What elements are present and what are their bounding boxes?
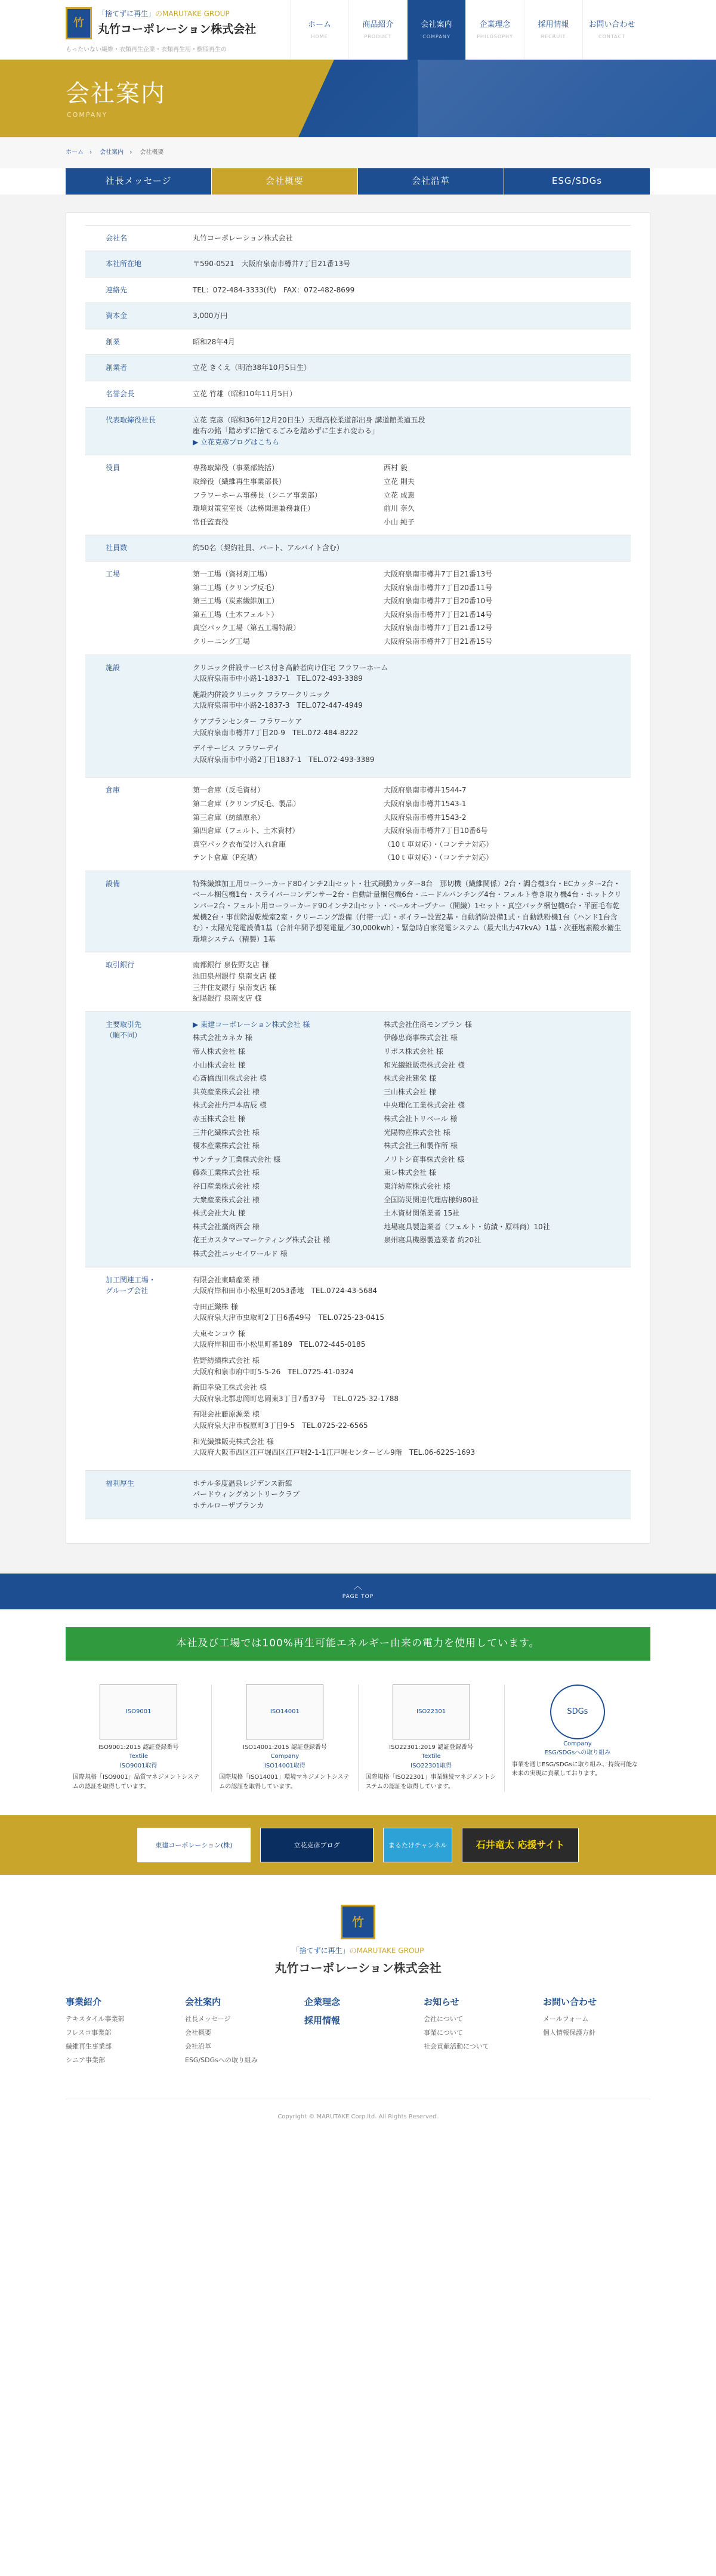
cert-iso9001: ISO9001 ISO9001:2015 認証登録番号 Textile ISO9001取得 国際規格「ISO9001」品質マネジメントシステムの認証を取得しています。: [66, 1685, 212, 1792]
nav-contact[interactable]: お問い合わせ CONTACT: [582, 0, 641, 60]
page-title-en: COMPANY: [67, 111, 108, 119]
site-footer: [0, 1875, 716, 2140]
nav-philosophy[interactable]: 企業理念 PHILOSOPHY: [465, 0, 524, 60]
cert-link[interactable]: ESG/SDGsへの取り組み: [544, 1750, 611, 1757]
partner-banners: [0, 1815, 716, 1875]
footer-link[interactable]: メールフォーム: [543, 2014, 589, 2023]
tab-esg[interactable]: ESG/SDGs: [504, 168, 650, 195]
chevron-up-icon: ︿: [353, 1581, 363, 1591]
footer-nav: 事業紹介 テキスタイル事業部 フレスコ事業部 繊維再生事業部 シニア事業部 会社案内 社長メッセージ 会社概要 会社沿革 ESG/SDGsへの取り組み 企業理念 採用情報 お知らせ 会社について 事業について 社会貢献活動について お問い合わせ メールフォーム 個人情報保護方針: [66, 1995, 650, 2069]
table-row: 施設 クリニック併設サービス付き高齢者向け住宅 フラワーホーム 大阪府泉南市中小路1-1837-1 TEL.072-493-3389 施設内併設クリニック フラワークリニック 大阪府泉南市中小路2-1837-3 TEL.072-447-4949 ケアプランセンター フラワーケア 大阪府泉南市樽井7丁目20-9 TEL.072-484-8222 デイサービス フラワーデイ 大阪府泉南市中小路2丁目1837-1 TEL.072-493-3389: [85, 655, 631, 778]
iso22301-badge-icon: ISO22301: [393, 1685, 470, 1739]
iso9001-badge-icon: ISO9001: [100, 1685, 177, 1739]
table-row: 創業者 立花 きくえ（明治38年10月5日生）: [85, 355, 631, 381]
nav-home[interactable]: ホーム HOME: [290, 0, 348, 60]
table-row: 代表取締役社長 立花 克彦（昭和36年12月20日生）天理高校柔道部出身 講道館柔道五段 座右の銘「踏めずに捨てるごみを踏めずに生まれ変わる」 ▶ 立花克彦ブログはこちら: [85, 407, 631, 455]
overview-section: [0, 195, 716, 1574]
global-nav: [290, 0, 641, 60]
footer-link[interactable]: ESG/SDGsへの取り組み: [185, 2056, 258, 2065]
table-row: 工場 第一工場（資材剤工場） 大阪府泉南市樽井7丁目21番13号 第二工場（クリンプ反毛） 大阪府泉南市樽井7丁目20番11号 第三工場（炭素繊維加工） 大阪府泉南市樽井7丁目20番10号 第五工場（土木フェルト） 大阪府泉南市樽井7丁目21番14号 真空パック工場（第五工場特設） 大阪府泉南市樽井7丁目21番12号 クリーニング工場 大阪府泉南市樽井7丁目21番15号: [85, 562, 631, 655]
clients-list: ▶ 東建コーポレーション株式会社 様 株式会社住商モンブラン 様 株式会社カネカ 様 伊藤忠商事株式会社 様 帝人株式会社 様 リポス株式会社 様 小山株式会社 様 和光繊維販売株式会社 様 心斎橋西川株式会社 様 株式会社建栄 様 共英産業株式会社 様 三山株式会社 様 株式会社丹戸本店辰 様 中央理化工業株式会社 様 赤玉株式会社 様 株式会社トリベール 様 三井化繊株式会社 様 光陽物産株式会社 様 榎本産業株式会社 様 株式会社三和製作所 様 サンテック工業株式会社 様 ノリトシ商事株式会社 様 藤森工業株式会社 様 東レ株式会社 様 谷口産業株式会社 様 東洋紡産株式会社 様 大衆産業株式会社 様 全国防災関連代理店様約80社 株式会社大丸 様 土木資材関係業者 15社 株式会社藁商西会 様 地場寝具製造業者（フェルト・紡績・原料商）10社 花王カスタマーマーケティング株式会社 様 泉州寝具機器製造業者 約20社 株式会社ニッセイワールド 様: [193, 1020, 550, 1258]
banner-support-site[interactable]: 石井竜太 応援サイト: [462, 1828, 579, 1862]
logo-mark-icon: 竹: [66, 7, 92, 39]
table-row: 倉庫 第一倉庫（反毛資材） 大阪府泉南市樽井1544-7 第二倉庫（クリンプ反毛、製品） 大阪府泉南市樽井1543-1 第三倉庫（紡績原糸） 大阪府泉南市樽井1543-2 第四倉庫（フェルト、土木資材） 大阪府泉南市樽井7丁目10番6号 真空パック衣布受け入れ倉庫 （10ｔ車対応）・（コンテナ対応） テント倉庫（P充填） （10ｔ車対応）・（コンテナ対応）: [85, 778, 631, 871]
copyright: Copyright © MARUTAKE Corp.ltd. All Rights Reserved.: [66, 2099, 650, 2122]
logo[interactable]: [66, 7, 256, 39]
banner-blog[interactable]: 立花克彦ブログ: [260, 1828, 374, 1862]
client-link-toto[interactable]: ▶ 東建コーポレーション株式会社 様: [193, 1020, 310, 1029]
cert-sdgs: SDGs Company ESG/SDGsへの取り組み 事業を通じESG/SDGsに取り組み、持続可能な未来の実現に貢献しております。: [505, 1685, 650, 1792]
table-row: 会社名 丸竹コーポレーション株式会社: [85, 225, 631, 251]
overview-sheet: [66, 212, 650, 1544]
breadcrumb-current: 会社概要: [140, 149, 164, 156]
table-row: 主要取引先 （順不同） ▶ 東建コーポレーション株式会社 様 株式会社住商モンブラン 様 株式会社カネカ 様 伊藤忠商事株式会社 様 帝人株式会社 様 リポス株式会社 様 小山株式会社 様 和光繊維販売株式会社 様 心斎橋西川株式会社 様 株式会社建栄 様 共英産業株式会社 様 三山株式会社 様 株式会社丹戸本店辰 様 中央理化工業株式会社 様 赤玉株式会社 様 株式会社トリベール 様 三井化繊株式会社 様 光陽物産株式会社 様 榎本産業株式会社 様 株式会社三和製作所 様 サンテック工業株式会社 様 ノリトシ商事株式会社 様 藤森工業株式会社 様 東レ株式会社 様 谷口産業株式会社 様 東洋紡産株式会社 様 大衆産業株式会社 様 全国防災関連代理店様約80社 株式会社大丸 様 土木資材関係業者 15社 株式会社藁商西会 様 地場寝具製造業者（フェルト・紡績・原料商）10社 花王カスタマーマーケティング株式会社 様 泉州寝具機器製造業者 約20社 株式会社ニッセイワールド 様: [85, 1011, 631, 1267]
nav-company[interactable]: 会社案内 COMPANY: [407, 0, 465, 60]
table-row: 福利厚生 ホテル多度温泉レジデンス新館 パードウィングカントリークラブ ホテルローザブランカ: [85, 1470, 631, 1519]
renewable-energy-banner: 本社及び工場では100%再生可能エネルギー由来の電力を使用しています。: [66, 1627, 650, 1661]
footer-link[interactable]: シニア事業部: [66, 2056, 105, 2065]
company-name: 丸竹コーポレーション株式会社: [98, 22, 257, 36]
breadcrumb: ホーム › 会社案内 › 会社概要: [0, 137, 716, 168]
hero-banner: [0, 60, 716, 137]
footer-tagline: 「捨てずに再生」のMARUTAKE GROUP: [292, 1946, 424, 1955]
footer-logo-icon[interactable]: 竹: [341, 1905, 375, 1939]
site-header: [0, 0, 716, 60]
footer-link[interactable]: 会社沿革: [185, 2043, 211, 2051]
table-row: 社員数 約50名（契約社員、パート、アルバイト含む）: [85, 535, 631, 562]
breadcrumb-company[interactable]: 会社案内: [100, 149, 124, 156]
table-row: 連絡先 TEL：072-484-3333(代) FAX：072-482-8699: [85, 277, 631, 303]
footer-link[interactable]: 事業について: [424, 2028, 463, 2037]
logo-tagline: 「捨てずに再生」のMARUTAKE GROUP: [98, 9, 230, 18]
table-row: 資本金 3,000万円: [85, 303, 631, 329]
tab-overview[interactable]: 会社概要: [212, 168, 358, 195]
warehouses-list: 第一倉庫（反毛資材） 大阪府泉南市樽井1544-7 第二倉庫（クリンプ反毛、製品） 大阪府泉南市樽井1543-1 第三倉庫（紡績原糸） 大阪府泉南市樽井1543-2 第四倉庫（フェルト、土木資材） 大阪府泉南市樽井7丁目10番6号 真空パック衣布受け入れ倉庫 （10ｔ車対応）・（コンテナ対応） テント倉庫（P充填） （10ｔ車対応）・（コンテナ対応）: [193, 786, 493, 862]
table-row: 役員 専務取締役（事業部統括） 西村 毅 取締役（繊維再生事業部長） 立花 則夫 フラワーホーム事務長（シニア事業部） 立花 成恵 環境対策室室長（法務関連兼務兼任） 前川 奈久 常任監査役 小山 純子: [85, 455, 631, 535]
cert-iso22301: ISO22301 ISO22301:2019 認証登録番号 Textile ISO22301取得 国際規格「ISO22301」事業継続マネジメントシステムの認証を取得しています。: [359, 1685, 505, 1792]
cert-link[interactable]: ISO9001取得: [119, 1762, 158, 1769]
footer-link[interactable]: 繊維再生事業部: [66, 2043, 112, 2051]
company-tabs: [66, 168, 650, 195]
tab-history[interactable]: 会社沿革: [358, 168, 504, 195]
certifications: [66, 1685, 650, 1792]
page-title: 会社案内: [66, 80, 166, 107]
tab-message[interactable]: 社長メッセージ: [66, 168, 212, 195]
banner-toto[interactable]: 東建コーポレーション(株): [137, 1828, 251, 1862]
header-subtagline: もったいない繊維・衣類再生企業・衣類再生用・樹脂再生の: [66, 47, 227, 53]
footer-link[interactable]: テキスタイル事業部: [66, 2014, 125, 2023]
cert-iso14001: ISO14001 ISO14001:2015 認証登録番号 Company ISO14001取得 国際規格「ISO14001」環境マネジメントシステムの認証を取得しています。: [212, 1685, 358, 1792]
table-row: 加工関連工場・ グループ会社 有限会社東晴産業 様 大阪府岸和田市小松里町2053番地 TEL.0724-43-5684 寺田正織株 様 大阪府泉大津市虫取町2丁目6番49号 TEL.0725-23-0415 大東センコウ 様 大阪府岸和田市小松里町番189 TEL.072-445-0185 佐野紡績株式会社 様 大阪府和泉市府中町5-5-26 TEL.0725-41-0324 新田幸染工株式会社 様 大阪府泉北郡忠岡町忠岡東3丁目7番37号 TEL.0725-32-1788 有限会社藤原源業 様 大阪府泉大津市板原町3丁目9-5 TEL.0725-22-6565 和光繊維販売株式会社 様 大阪府大阪市西区江戸堀西区江戸堀2-1-1江戸堀センタービル9階 TEL.06-6225-1693: [85, 1267, 631, 1470]
table-row: 本社所在地 〒590-0521 大阪府泉南市樽井7丁目21番13号: [85, 251, 631, 277]
table-row: 名誉会長 立花 竹雄（昭和10年11月5日）: [85, 381, 631, 408]
table-row: 創業 昭和28年4月: [85, 329, 631, 355]
breadcrumb-home[interactable]: ホーム: [66, 149, 84, 156]
officers-list: 専務取締役（事業部統括） 西村 毅 取締役（繊維再生事業部長） 立花 則夫 フラワーホーム事務長（シニア事業部） 立花 成恵 環境対策室室長（法務関連兼務兼任） 前川 奈久 常任監査役 小山 純子: [193, 464, 415, 526]
banner-channel[interactable]: まるたけチャンネル: [383, 1828, 452, 1862]
footer-link[interactable]: 社会貢献活動について: [424, 2043, 489, 2051]
footer-link[interactable]: フレスコ事業部: [66, 2028, 112, 2037]
footer-link[interactable]: 個人情報保護方針: [543, 2028, 595, 2037]
iso14001-badge-icon: ISO14001: [246, 1685, 323, 1739]
footer-link[interactable]: 会社について: [424, 2014, 463, 2023]
page-top-button[interactable]: ︿ PAGE TOP: [0, 1574, 716, 1609]
company-info-table: [85, 225, 631, 1519]
nav-recruit[interactable]: 採用情報 RECRUIT: [524, 0, 582, 60]
footer-link[interactable]: 社長メッセージ: [185, 2014, 231, 2023]
ceo-blog-link[interactable]: ▶ 立花克彦ブログはこちら: [193, 437, 280, 446]
table-row: 取引銀行 南都銀行 泉佐野支店 様 池田泉州銀行 泉南支店 様 三井住友銀行 泉南支店 様 紀陽銀行 泉南支店 様: [85, 952, 631, 1011]
table-row: 設備 特殊繊維加工用ローラーカード80インチ2山セット・壮式刷動カッター8台 那切機（繊維関係）2台・調合機3台・ECカッター2台・ベール梱包機1台・スライバーコンデンサー2台・自動計量梱包機6台・ニードルパンチング4台・フェルト巻き取り機4台・ホットクリンパー2台・フェルト用ローラーカード90インチ2山セット・ベールオープナー（開繊）1セット・真空パック梱包機6台・平面毛布乾燥機2台・事前除湿乾燥室2室・クリーニング設備（付帯一式）・ボイラー設置2基・自動消防設備1式・自動鉄粉機1台（ハンド1台含む）・太陽光発電設備1基（合計年間予想発電量／30,000kwh）・緊急時自家発電システム（最大出力47kvA）1基・次亜塩素酸水衛生環境システム（精製）1基: [85, 871, 631, 952]
footer-link[interactable]: 会社概要: [185, 2028, 211, 2037]
nav-product[interactable]: 商品紹介 PRODUCT: [348, 0, 407, 60]
cert-link[interactable]: ISO14001取得: [264, 1762, 305, 1769]
factories-list: 第一工場（資材剤工場） 大阪府泉南市樽井7丁目21番13号 第二工場（クリンプ反毛） 大阪府泉南市樽井7丁目20番11号 第三工場（炭素繊維加工） 大阪府泉南市樽井7丁目20番10号 第五工場（土木フェルト） 大阪府泉南市樽井7丁目21番14号 真空パック工場（第五工場特設） 大阪府泉南市樽井7丁目21番12号 クリーニング工場 大阪府泉南市樽井7丁目21番15号: [193, 570, 493, 646]
cert-link[interactable]: ISO22301取得: [411, 1762, 452, 1769]
footer-company-name: 丸竹コーポレーション株式会社: [274, 1960, 442, 1975]
sdgs-icon: SDGs: [550, 1685, 605, 1739]
